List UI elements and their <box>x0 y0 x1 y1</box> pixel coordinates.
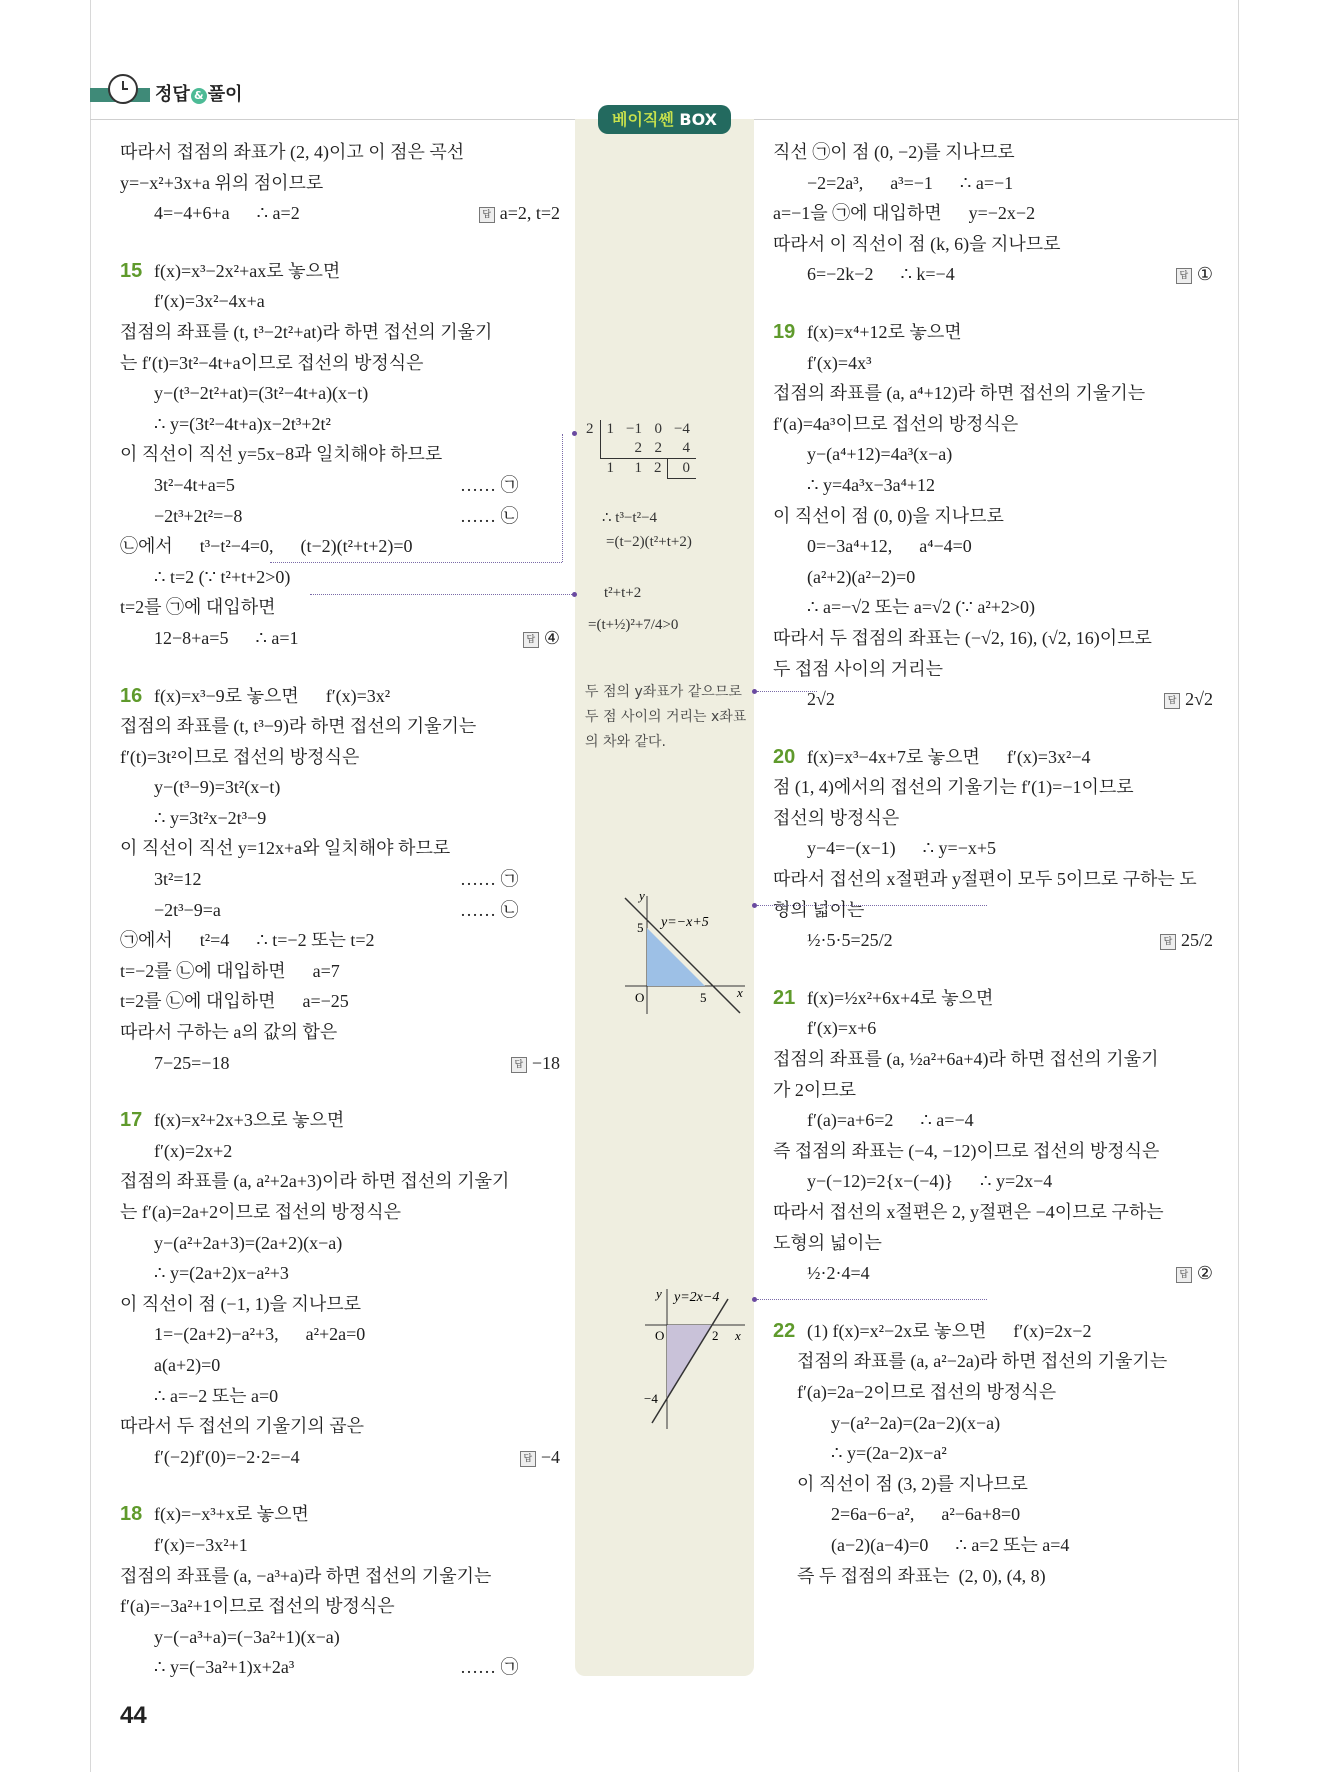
solution-line <box>773 1530 1213 1561</box>
spacer <box>773 290 1213 317</box>
line-text: 따라서 접점의 좌표가 (2, 4)이고 이 점은 곡선 <box>120 142 465 162</box>
final-answer <box>1176 259 1213 290</box>
badge-label-en: BOX <box>679 110 717 129</box>
synth-cell: 1 <box>600 420 620 439</box>
problem-number: 21 <box>773 986 796 1009</box>
solution-line <box>773 531 1213 562</box>
answer-icon: 답 <box>1176 268 1192 284</box>
connector-dot <box>572 592 577 597</box>
solution-line <box>773 1377 1213 1408</box>
problem-number: 20 <box>773 745 796 768</box>
line-text: 접점의 좌표를 (a, a²−2a)라 하면 접선의 기울기는 <box>797 1351 1168 1372</box>
solution-line <box>120 317 560 348</box>
solution-line <box>773 1258 1213 1289</box>
solution-line <box>773 654 1213 685</box>
problem-15-header <box>120 256 560 287</box>
problem-number: 19 <box>773 320 796 343</box>
line-text: y−(a⁴+12)=4a³(x−a) <box>807 444 953 465</box>
line-text: −2=2a³, a³=−1 ∴ a=−1 <box>807 172 1014 193</box>
solution-line <box>120 1197 560 1228</box>
answer-icon: 답 <box>479 207 495 223</box>
solution-line <box>120 1017 560 1048</box>
equation-marker: …… ㉠ <box>460 474 519 495</box>
problem-number: 17 <box>120 1109 143 1132</box>
line-text: 즉 접점의 좌표는 (−4, −12)이므로 접선의 방정식은 <box>773 1140 1160 1161</box>
line-text: −2t³−9=a <box>154 899 221 920</box>
problem-20-header <box>773 742 1213 773</box>
line-text: (a−2)(a−4)=0 ∴ a=2 또는 a=4 <box>831 1534 1070 1555</box>
badge-label-ko: 베이직쎈 <box>612 110 674 129</box>
solution-line <box>773 864 1213 895</box>
line-text: f(x)=x³−2x²+ax로 놓으면 <box>154 260 341 281</box>
solution-line <box>120 1136 560 1167</box>
problem-22-header <box>773 1316 1213 1347</box>
line-text: −2t³+2t²=−8 <box>154 505 243 526</box>
line-label: y=−x+5 <box>661 915 709 930</box>
solution-line <box>120 1228 560 1259</box>
y-tick: −4 <box>644 1391 658 1406</box>
solution-line <box>120 378 560 409</box>
answer-value: −18 <box>531 1052 560 1073</box>
solution-line <box>120 833 560 864</box>
solution-line <box>120 531 560 562</box>
answer-value: a=2, t=2 <box>499 203 560 224</box>
line-text: y−(a²−2a)=(2a−2)(x−a) <box>831 1412 1001 1433</box>
equation-marker: …… ㉡ <box>460 505 519 526</box>
line-text: 0=−3a⁴+12, a⁴−4=0 <box>807 536 972 557</box>
solution-line <box>773 439 1213 470</box>
line-text: 형의 넓이는 <box>773 899 865 920</box>
triangle-area <box>647 928 705 986</box>
equation-marker: …… ㉡ <box>460 899 519 920</box>
answer-icon: 답 <box>1176 1267 1192 1283</box>
equation-marker: …… ㉠ <box>460 869 519 890</box>
line-text: ∴ y=3t²x−2t³−9 <box>154 807 267 828</box>
solution-line <box>773 1166 1213 1197</box>
line-text: 접선의 방정식은 <box>773 807 900 828</box>
solution-line <box>773 470 1213 501</box>
line-text: 이 직선이 점 (−1, 1)을 지나므로 <box>120 1293 362 1314</box>
line-text: 점 (1, 4)에서의 접선의 기울기는 f′(1)=−1이므로 <box>773 777 1134 798</box>
solution-line <box>120 1289 560 1320</box>
line-text: 접점의 좌표를 (t, t³−2t²+at)라 하면 접선의 기울기 <box>120 321 493 342</box>
solution-line <box>773 1228 1213 1259</box>
origin-label: O <box>655 1328 665 1343</box>
solution-line <box>773 833 1213 864</box>
solution-line <box>773 895 1213 926</box>
solution-line <box>773 229 1213 260</box>
answer-icon: 답 <box>511 1057 527 1073</box>
spacer <box>120 654 560 681</box>
solution-line <box>773 562 1213 593</box>
section-title <box>155 80 243 106</box>
line-text: 가 2이므로 <box>773 1079 857 1100</box>
title-right: 풀이 <box>207 84 243 105</box>
solution-line <box>120 562 560 593</box>
synth-cell: −4 <box>673 421 690 437</box>
synth-root: 2 <box>586 421 594 437</box>
solution-line <box>120 1530 560 1561</box>
solution-line <box>773 501 1213 532</box>
final-answer <box>1176 1258 1213 1289</box>
x-tick: 5 <box>700 990 707 1005</box>
y-tick: 5 <box>637 920 644 935</box>
line-text: 따라서 두 접선의 기울기의 곱은 <box>120 1416 365 1437</box>
line-text: 접점의 좌표를 (a, a⁴+12)라 하면 접선의 기울기는 <box>773 383 1146 404</box>
line-text: 이 직선이 직선 y=5x−8과 일치해야 하므로 <box>120 444 443 465</box>
answer-icon: 답 <box>523 632 539 648</box>
solution-line <box>120 742 560 773</box>
synth-cell: 2 <box>648 439 668 459</box>
line-text: 따라서 구하는 a의 값의 합은 <box>120 1022 338 1043</box>
line-text: (a²+2)(a²−2)=0 <box>807 566 916 587</box>
line-text: f(x)=x³−9로 놓으면 f′(x)=3x² <box>154 685 391 706</box>
solution-line <box>120 592 560 623</box>
synth-cell: 0 <box>654 421 662 437</box>
tangent-line <box>652 1299 728 1423</box>
spacer <box>120 1472 560 1499</box>
line-text: ∴ y=4a³x−3a⁴+12 <box>807 474 936 495</box>
line-text: f(x)=x⁴+12로 놓으면 <box>807 321 962 342</box>
solution-line <box>773 168 1213 199</box>
line-text: f′(a)=a+6=2 ∴ a=−4 <box>807 1110 974 1131</box>
solution-line <box>773 925 1213 956</box>
page-border-right <box>1238 0 1239 1772</box>
line-text: f(x)=x³−4x+7로 놓으면 f′(x)=3x²−4 <box>807 746 1091 767</box>
synth-cell: −1 <box>626 421 642 437</box>
line-text: f′(t)=3t²이므로 접선의 방정식은 <box>120 746 360 767</box>
answer-value: ① <box>1196 264 1213 285</box>
line-text: ∴ a=−2 또는 a=0 <box>154 1385 279 1406</box>
left-column <box>120 137 560 1683</box>
problem-21-header <box>773 983 1213 1014</box>
connector-line <box>757 905 987 906</box>
line-text: y−4=−(x−1) ∴ y=−x+5 <box>807 838 996 859</box>
line-text: f′(x)=4x³ <box>807 352 872 373</box>
line-text: 3t²=12 <box>154 869 202 890</box>
line-text: 이 직선이 점 (0, 0)을 지나므로 <box>773 505 1004 526</box>
line-text: 7−25=−18 <box>154 1052 230 1073</box>
solution-line <box>773 1197 1213 1228</box>
line-text: 2√2 <box>807 689 835 710</box>
problem-number: 16 <box>120 684 143 707</box>
equation-marker: …… ㉠ <box>460 1657 519 1678</box>
line-text: 12−8+a=5 ∴ a=1 <box>154 627 299 648</box>
y-axis-label: y <box>639 890 645 903</box>
synth-cell: 2 <box>653 460 662 477</box>
title-amp: & <box>191 88 207 104</box>
line-text: 1=−(2a+2)−a²+3, a²+2a=0 <box>154 1324 366 1345</box>
solution-line <box>120 1411 560 1442</box>
connector-line <box>562 434 563 562</box>
line-text: ㉠에서 t²=4 ∴ t=−2 또는 t=2 <box>120 930 375 951</box>
solution-line <box>773 1013 1213 1044</box>
solution-line <box>120 956 560 987</box>
final-answer <box>479 198 560 229</box>
line-label: y=2x−4 <box>674 1290 720 1305</box>
solution-line <box>120 1258 560 1289</box>
solution-line <box>120 1350 560 1381</box>
line-text: f′(a)=4a³이므로 접선의 방정식은 <box>773 413 1019 434</box>
spacer <box>120 1078 560 1105</box>
problem-number: 22 <box>773 1319 796 1342</box>
solution-line <box>120 1591 560 1622</box>
graph-line-neg-x-plus-5 <box>615 890 750 1015</box>
spacer <box>120 229 560 256</box>
line-text: y−(a²+2a+3)=(2a+2)(x−a) <box>154 1232 343 1253</box>
solution-line <box>773 259 1213 290</box>
spacer <box>773 1289 1213 1316</box>
line-text: 6=−2k−2 ∴ k=−4 <box>807 264 955 285</box>
line-text: 접점의 좌표를 (a, −a³+a)라 하면 접선의 기울기는 <box>120 1565 492 1586</box>
inequality-line-2: =(t+½)²+7/4>0 <box>588 617 679 633</box>
solution-line <box>120 1652 560 1683</box>
title-left: 정답 <box>155 84 190 105</box>
line-text: 접점의 좌표를 (t, t³−9)라 하면 접선의 기울기는 <box>120 716 477 737</box>
line-text: (1) f(x)=x²−2x로 놓으면 f′(x)=2x−2 <box>807 1320 1092 1341</box>
answer-value: −4 <box>540 1446 560 1467</box>
solution-line <box>773 1346 1213 1377</box>
clock-icon <box>108 74 138 104</box>
line-text: f′(a)=−3a²+1이므로 접선의 방정식은 <box>120 1596 395 1617</box>
solution-line <box>120 168 560 199</box>
solution-line <box>773 409 1213 440</box>
distance-note: 두 점의 y좌표가 같으므로 두 점 사이의 거리는 x좌표의 차와 같다. <box>585 684 747 750</box>
connector-line <box>270 562 562 563</box>
answer-value: ④ <box>543 627 560 648</box>
line-text: f′(x)=2x+2 <box>154 1140 233 1161</box>
synth-cell: 1 <box>634 460 642 477</box>
solution-line <box>773 1499 1213 1530</box>
line-text: 도형의 넓이는 <box>773 1232 882 1253</box>
inequality-line-1: t²+t+2 <box>604 585 642 601</box>
line-text: 4=−4+6+a ∴ a=2 <box>154 203 300 224</box>
line-text: ∴ y=(−3a²+1)x+2a³ <box>154 1657 295 1678</box>
line-text: f′(x)=x+6 <box>807 1018 877 1039</box>
line-text: t=2를 ㉠에 대입하면 <box>120 597 276 618</box>
solution-line <box>120 623 560 654</box>
solution-line <box>773 1044 1213 1075</box>
synth-cell: 2 <box>620 439 648 459</box>
page-border-left <box>90 0 91 1772</box>
page-number: 44 <box>120 1702 147 1729</box>
final-answer <box>511 1048 560 1079</box>
synth-cell <box>600 439 620 459</box>
answer-value: ② <box>1196 1263 1213 1284</box>
solution-line <box>120 1442 560 1473</box>
problem-number: 15 <box>120 259 143 282</box>
line-text: ½·5·5=25/2 <box>807 930 893 951</box>
line-text: 는 f′(t)=3t²−4t+a이므로 접선의 방정식은 <box>120 352 424 373</box>
answer-value: 25/2 <box>1180 930 1213 951</box>
line-text: f(x)=½x²+6x+4로 놓으면 <box>807 987 994 1008</box>
solution-line <box>120 772 560 803</box>
final-answer <box>1160 925 1213 956</box>
solution-line <box>773 137 1213 168</box>
line-text: y−(−12)=2{x−(−4)} ∴ y=2x−4 <box>807 1171 1053 1192</box>
line-text: 직선 ㉠이 점 (0, −2)를 지나므로 <box>773 142 1015 162</box>
solution-line <box>120 1048 560 1079</box>
solution-line <box>773 378 1213 409</box>
line-text: 이 직선이 점 (3, 2)를 지나므로 <box>797 1473 1028 1494</box>
line-text: a=−1을 ㉠에 대입하면 y=−2x−2 <box>773 203 1036 224</box>
connector-line <box>757 1299 987 1300</box>
line-text: ∴ t=2 (∵ t²+t+2>0) <box>154 566 291 587</box>
answer-icon: 답 <box>1164 693 1180 709</box>
final-answer <box>1164 684 1213 715</box>
solution-line <box>773 348 1213 379</box>
solution-line <box>120 1561 560 1592</box>
problem-number: 18 <box>120 1503 143 1526</box>
final-answer <box>523 623 560 654</box>
solution-line <box>120 470 560 501</box>
solution-line <box>120 137 560 168</box>
line-text: 접점의 좌표를 (a, ½a²+6a+4)라 하면 접선의 기울기 <box>773 1049 1159 1070</box>
line-text: ∴ y=(2a+2)x−a²+3 <box>154 1263 289 1284</box>
solution-line <box>120 986 560 1017</box>
connector-line <box>310 594 572 595</box>
origin-label: O <box>635 990 645 1005</box>
line-text: 따라서 이 직선이 점 (k, 6)을 지나므로 <box>773 233 1061 254</box>
solution-line <box>773 1075 1213 1106</box>
solution-line <box>773 623 1213 654</box>
solution-line <box>773 684 1213 715</box>
line-text: f′(a)=2a−2이므로 접선의 방정식은 <box>797 1381 1057 1402</box>
line-text: 즉 두 접점의 좌표는 (2, 0), (4, 8) <box>797 1565 1046 1586</box>
line-text: f′(x)=3x²−4x+a <box>154 291 265 312</box>
solution-line <box>773 1561 1213 1592</box>
connector-line <box>757 691 817 692</box>
line-text: 따라서 두 접점의 좌표는 (−√2, 16), (√2, 16)이므로 <box>773 627 1152 648</box>
problem-16-header <box>120 681 560 712</box>
line-text: ∴ a=−√2 또는 a=√2 (∵ a²+2>0) <box>807 597 1036 618</box>
solution-line <box>120 439 560 470</box>
line-text: f′(x)=−3x²+1 <box>154 1534 248 1555</box>
solution-line <box>120 925 560 956</box>
line-text: a(a+2)=0 <box>154 1354 221 1375</box>
synth-cell: 1 <box>606 460 614 477</box>
solution-line <box>773 1408 1213 1439</box>
solution-line <box>120 1166 560 1197</box>
synth-remainder: 0 <box>668 459 696 479</box>
factor-line-1: ∴ t³−t²−4 <box>602 510 658 526</box>
line-text: f(x)=−x³+x로 놓으면 <box>154 1504 309 1525</box>
line-text: 2=6a−6−a², a²−6a+8=0 <box>831 1504 1021 1525</box>
x-tick: 2 <box>712 1328 719 1343</box>
line-text: 는 f′(a)=2a+2이므로 접선의 방정식은 <box>120 1202 401 1222</box>
solution-line <box>120 895 560 926</box>
solution-line <box>773 1469 1213 1500</box>
line-text: t=−2를 ㉡에 대입하면 a=7 <box>120 960 340 981</box>
solution-line <box>773 772 1213 803</box>
solution-line <box>120 409 560 440</box>
spacer <box>773 956 1213 983</box>
solution-line <box>773 198 1213 229</box>
problem-17-header <box>120 1105 560 1136</box>
connector-dot <box>572 431 577 436</box>
synthetic-division <box>580 420 696 479</box>
answer-value: 2√2 <box>1185 689 1213 710</box>
solution-line <box>120 286 560 317</box>
line-text: f′(−2)f′(0)=−2·2=−4 <box>154 1446 300 1467</box>
solution-line <box>120 1622 560 1653</box>
answer-icon: 답 <box>520 1451 536 1467</box>
final-answer <box>520 1442 560 1473</box>
solution-line <box>773 803 1213 834</box>
solution-line <box>120 803 560 834</box>
solution-line <box>120 501 560 532</box>
spacer <box>773 715 1213 742</box>
basic-box-badge <box>598 105 731 134</box>
line-text: 접점의 좌표를 (a, a²+2a+3)이라 하면 접선의 기울기 <box>120 1171 510 1192</box>
solution-line <box>773 1136 1213 1167</box>
solution-line <box>120 864 560 895</box>
solution-line <box>120 198 560 229</box>
solution-line <box>773 1438 1213 1469</box>
solution-line <box>773 592 1213 623</box>
line-text: 3t²−4t+a=5 <box>154 474 235 495</box>
solution-line <box>120 348 560 379</box>
y-axis-label: y <box>656 1286 662 1301</box>
solution-line <box>120 1319 560 1350</box>
problem-19-header <box>773 317 1213 348</box>
line-text: y−(−a³+a)=(−3a²+1)(x−a) <box>154 1626 340 1647</box>
line-text: 두 접점 사이의 거리는 <box>773 658 943 679</box>
x-axis-label: x <box>735 1328 741 1343</box>
factor-line-2: =(t−2)(t²+t+2) <box>606 534 692 550</box>
solution-line <box>120 1381 560 1412</box>
line-text: ∴ y=(2a−2)x−a² <box>831 1443 947 1464</box>
problem-18-header <box>120 1499 560 1530</box>
line-text: 따라서 접선의 x절편과 y절편이 모두 5이므로 구하는 도 <box>773 869 1197 890</box>
answer-icon: 답 <box>1160 934 1176 950</box>
line-text: 따라서 접선의 x절편은 2, y절편은 −4이므로 구하는 <box>773 1202 1164 1222</box>
line-text: ㉡에서 t³−t²−4=0, (t−2)(t²+t+2)=0 <box>120 536 413 557</box>
line-text: y=−x²+3x+a 위의 점이므로 <box>120 172 324 193</box>
line-text: f(x)=x²+2x+3으로 놓으면 <box>154 1110 345 1131</box>
line-text: y−(t³−9)=3t²(x−t) <box>154 777 281 798</box>
solution-line <box>773 1105 1213 1136</box>
line-text: ½·2·4=4 <box>807 1263 870 1284</box>
right-column <box>773 137 1213 1591</box>
line-text: t=2를 ㉡에 대입하면 a=−25 <box>120 991 349 1012</box>
line-text: y−(t³−2t²+at)=(3t²−4t+a)(x−t) <box>154 383 369 404</box>
synth-cell: 4 <box>668 439 696 459</box>
graph-line-2x-minus-4 <box>640 1285 750 1430</box>
line-text: ∴ y=(3t²−4t+a)x−2t³+2t² <box>154 413 331 434</box>
solution-line <box>120 711 560 742</box>
x-axis-label: x <box>737 985 743 1000</box>
line-text: 이 직선이 직선 y=12x+a와 일치해야 하므로 <box>120 838 451 859</box>
